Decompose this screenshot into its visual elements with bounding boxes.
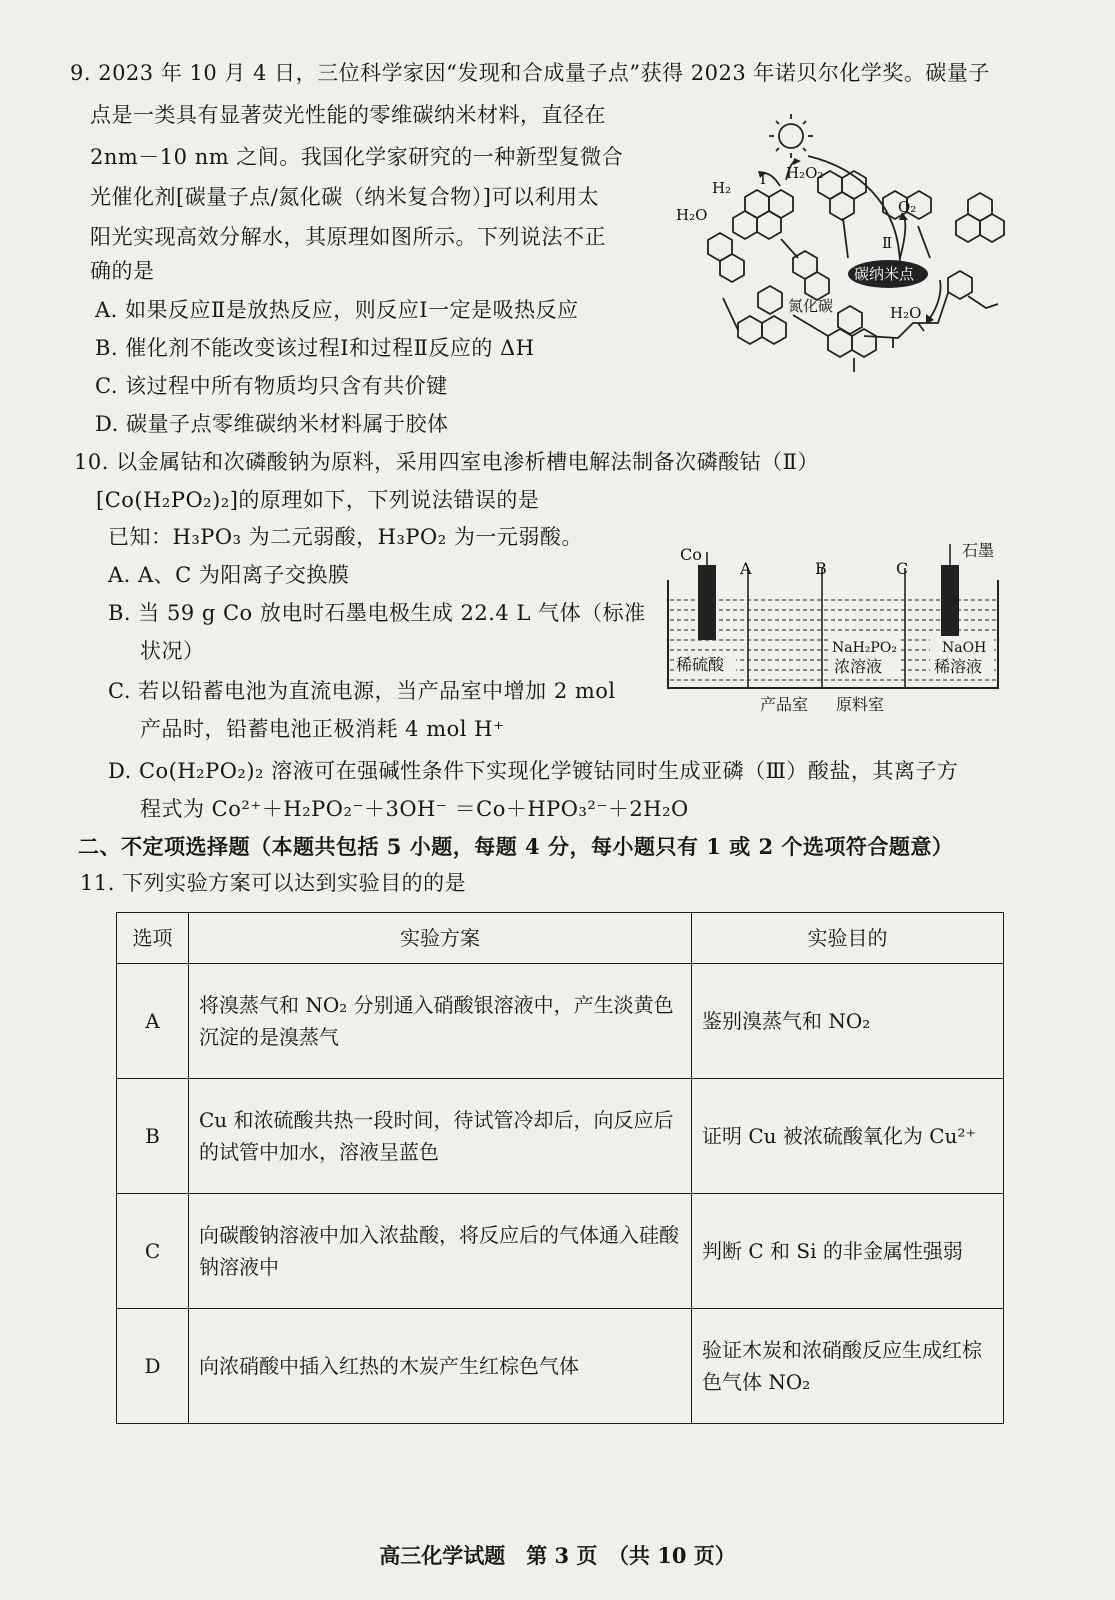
q10-option-c-line-2: 产品时，铅蓄电池正极消耗 4 mol H⁺ <box>140 717 505 741</box>
q9-option-a: A. 如果反应Ⅱ是放热反应，则反应Ⅰ一定是吸热反应 <box>95 298 579 322</box>
header-goal: 实验目的 <box>692 913 1004 964</box>
table-row <box>117 964 1004 1079</box>
row-plan: 向浓硝酸中插入红热的木炭产生红棕色气体 <box>189 1309 692 1424</box>
q9-stem-line-1: 9. 2023 年 10 月 4 日，三位科学家因“发现和合成量子点”获得 2023 年诺贝尔化学奖。碳量子 <box>70 61 990 85</box>
row-goal: 证明 Cu 被浓硫酸氧化为 Cu²⁺ <box>692 1079 1004 1194</box>
header-option: 选项 <box>117 913 189 964</box>
carbon-dot-label: 碳纳米点 <box>854 265 915 283</box>
membrane-c-label: C <box>896 559 909 578</box>
row-plan: 将溴蒸气和 NO₂ 分别通入硝酸银溶液中，产生淡黄色沉淀的是溴蒸气 <box>189 964 692 1079</box>
q10-option-a: A. A、C 为阳离子交换膜 <box>108 563 350 587</box>
q9-option-c: C. 该过程中所有物质均只含有共价键 <box>95 374 448 398</box>
row-goal: 判断 C 和 Si 的非金属性强弱 <box>692 1194 1004 1309</box>
row-goal: 鉴别溴蒸气和 NO₂ <box>692 964 1004 1079</box>
q9-option-d: D. 碳量子点零维碳纳米材料属于胶体 <box>95 412 449 436</box>
row-plan: Cu 和浓硫酸共热一段时间，待试管冷却后，向反应后的试管中加水，溶液呈蓝色 <box>189 1079 692 1194</box>
product-room-label: 产品室 <box>760 695 809 714</box>
q11-stem: 11. 下列实验方案可以达到实验目的的是 <box>80 871 467 895</box>
q9-stem-line-4: 光催化剂[碳量子点/氮化碳（纳米复合物）]可以利用太 <box>90 185 599 209</box>
q9-stem-line-3: 2nm－10 nm 之间。我国化学家研究的一种新型复微合 <box>90 145 624 169</box>
roman2-label: Ⅱ <box>882 234 893 252</box>
section-2-heading: 二、不定项选择题（本题共包括 5 小题，每题 4 分，每小题只有 1 或 2 个选项符合题意） <box>78 834 954 859</box>
q10-option-d-line-1: D. Co(H₂PO₂)₂ 溶液可在强碱性条件下实现化学镀钴同时生成亚磷（Ⅲ）酸盐，其离子方 <box>108 759 959 783</box>
q10-stem-line-2: [Co(H₂PO₂)₂]的原理如下，下列说法错误的是 <box>96 488 540 512</box>
header-plan: 实验方案 <box>189 913 692 964</box>
q9-option-b: B. 催化剂不能改变该过程Ⅰ和过程Ⅱ反应的 ΔH <box>95 336 535 360</box>
cobalt-electrode <box>698 565 716 640</box>
q10-option-b-line-1: B. 当 59 g Co 放电时石墨电极生成 22.4 L 气体（标准 <box>108 601 646 625</box>
membrane-b-label: B <box>815 559 827 578</box>
table-row <box>117 1079 1004 1194</box>
q10-option-b-line-2: 状况） <box>140 639 205 663</box>
q9-stem-line-5: 阳光实现高效分解水，其原理如图所示。下列说法不正 <box>90 225 606 249</box>
h2-label: H₂ <box>712 179 732 197</box>
nah2po2-label: NaH₂PO₂ <box>832 640 897 656</box>
conc-solution-label: 浓溶液 <box>834 657 883 676</box>
row-option: D <box>117 1309 189 1424</box>
dilute-h2so4-label: 稀硫酸 <box>676 655 725 674</box>
h2o2-label: H₂O₂ <box>786 164 824 182</box>
row-option: C <box>117 1194 189 1309</box>
h2o-right-label: H₂O <box>890 304 922 322</box>
electrolysis-cell-diagram <box>660 540 1015 730</box>
sun-icon <box>779 124 803 148</box>
roman1-label: Ⅰ <box>760 170 766 188</box>
q11-table <box>116 912 1004 1424</box>
table-header-row <box>117 913 1004 964</box>
co-label: Co <box>680 545 702 564</box>
raw-room-label: 原料室 <box>836 695 885 714</box>
graphite-electrode <box>941 565 959 640</box>
graphite-label: 石墨 <box>962 541 995 560</box>
q9-stem-line-6: 确的是 <box>90 259 155 283</box>
naoh-label: NaOH <box>942 640 987 656</box>
q10-option-c-line-1: C. 若以铅蓄电池为直流电源，当产品室中增加 2 mol <box>108 679 616 703</box>
h2o-left-label: H₂O <box>676 206 708 224</box>
q10-stem-line-1: 10. 以金属钴和次磷酸钠为原料，采用四室电渗析槽电解法制备次磷酸钴（Ⅱ） <box>74 450 819 474</box>
dilute-solution-label: 稀溶液 <box>934 657 983 676</box>
row-option: B <box>117 1079 189 1194</box>
row-option: A <box>117 964 189 1079</box>
q10-option-d-line-2: 程式为 Co²⁺＋H₂PO₂⁻＋3OH⁻ ＝Co＋HPO₃²⁻＋2H₂O <box>140 797 689 821</box>
photocatalyst-diagram <box>668 108 1013 380</box>
page-footer: 高三化学试题 第 3 页 （共 10 页） <box>379 1543 736 1568</box>
q10-known: 已知：H₃PO₃ 为二元弱酸，H₃PO₂ 为一元弱酸。 <box>108 525 583 549</box>
q9-stem-line-2: 点是一类具有显著荧光性能的零维碳纳米材料，直径在 <box>90 103 606 127</box>
table-row <box>117 1194 1004 1309</box>
o2-label: O₂ <box>898 198 917 216</box>
membrane-a-label: A <box>740 559 752 578</box>
row-plan: 向碳酸钠溶液中加入浓盐酸，将反应后的气体通入硅酸钠溶液中 <box>189 1194 692 1309</box>
row-goal: 验证木炭和浓硝酸反应生成红棕色气体 NO₂ <box>692 1309 1004 1424</box>
nitride-label: 氮化碳 <box>788 297 834 315</box>
table-row <box>117 1309 1004 1424</box>
